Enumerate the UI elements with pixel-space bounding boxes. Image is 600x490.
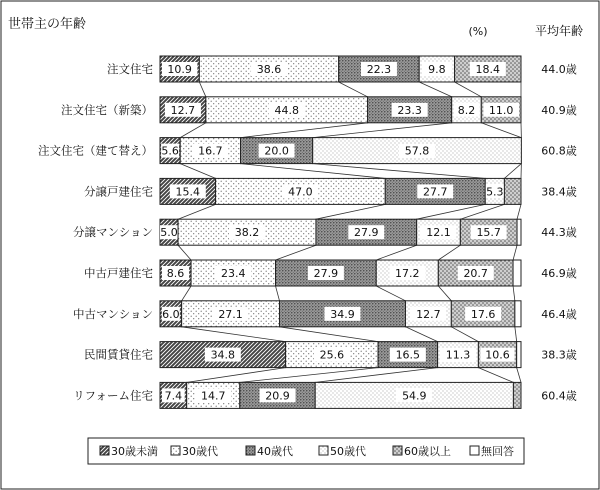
data-label: 38.2 bbox=[234, 226, 260, 240]
data-label: 34.8 bbox=[210, 348, 236, 362]
data-label: 44.8 bbox=[274, 103, 299, 117]
unit-label: (%) bbox=[468, 25, 488, 38]
data-label: 27.9 bbox=[313, 267, 339, 280]
data-label: 18.4 bbox=[475, 63, 501, 76]
average-age-value: 44.0歳 bbox=[541, 63, 577, 76]
bar-row bbox=[160, 138, 521, 164]
data-label: 10.6 bbox=[485, 348, 510, 362]
category-label: 分譲マンション bbox=[73, 225, 153, 240]
data-label: 27.7 bbox=[423, 185, 448, 199]
data-label: 12.7 bbox=[170, 103, 196, 117]
data-label: 17.2 bbox=[395, 267, 420, 280]
average-age-value: 44.3歳 bbox=[541, 226, 577, 240]
bar-row bbox=[160, 301, 521, 327]
data-label: 34.9 bbox=[330, 307, 355, 321]
average-age-value: 60.4歳 bbox=[541, 389, 577, 403]
legend-30s-label: 30歳代 bbox=[182, 445, 218, 458]
legend-40s-label: 40歳代 bbox=[257, 445, 293, 458]
data-label: 8.2 bbox=[457, 103, 476, 117]
average-age-value: 46.4歳 bbox=[541, 307, 577, 321]
legend-60plus-label: 60歳以上 bbox=[404, 445, 451, 458]
data-label: 5.3 bbox=[486, 185, 504, 199]
data-label: 25.6 bbox=[319, 348, 345, 362]
legend-40s-swatch bbox=[246, 446, 255, 455]
data-label: 14.7 bbox=[200, 389, 226, 403]
bar-row bbox=[160, 178, 521, 204]
seg-no-answer bbox=[515, 301, 521, 327]
category-label: 注文住宅 bbox=[107, 62, 153, 76]
data-label: 20.9 bbox=[265, 389, 290, 403]
data-label: 15.4 bbox=[175, 185, 201, 199]
data-label: 7.4 bbox=[164, 389, 183, 403]
average-age-column bbox=[541, 62, 577, 402]
legend-50s-swatch bbox=[319, 446, 328, 455]
data-label: 10.9 bbox=[167, 63, 192, 76]
average-age-value: 40.9歳 bbox=[541, 103, 577, 117]
average-age-value: 38.4歳 bbox=[541, 185, 577, 199]
seg-60plus bbox=[504, 178, 521, 204]
legend-50s-label: 50歳代 bbox=[330, 445, 366, 458]
data-label: 17.6 bbox=[470, 307, 496, 321]
category-label: 民間賃貸住宅 bbox=[84, 347, 153, 362]
data-label: 47.0 bbox=[288, 185, 313, 199]
bar-row bbox=[160, 56, 521, 82]
data-label: 20.0 bbox=[264, 144, 289, 158]
data-label: 23.4 bbox=[221, 267, 246, 280]
seg-60plus bbox=[513, 382, 521, 408]
category-label: 分譲戸建住宅 bbox=[84, 184, 153, 199]
legend-no-answer-label: 無回答 bbox=[481, 445, 514, 458]
data-label: 22.3 bbox=[366, 63, 392, 76]
chart-title: 世帯主の年齢 bbox=[8, 17, 87, 32]
legend-under30-label: 30歳未満 bbox=[111, 445, 158, 458]
bar-row bbox=[160, 219, 521, 245]
average-age-value: 38.3歳 bbox=[541, 348, 577, 362]
category-label: 中古マンション bbox=[73, 306, 153, 321]
data-label: 57.8 bbox=[404, 144, 430, 158]
category-label: リフォーム住宅 bbox=[73, 388, 153, 403]
data-label: 27.9 bbox=[354, 226, 379, 240]
category-label: 注文住宅（新築） bbox=[61, 102, 153, 117]
bar-row bbox=[160, 382, 521, 408]
bar-rows bbox=[160, 56, 521, 408]
legend-60plus-swatch bbox=[393, 446, 402, 455]
data-label: 15.7 bbox=[476, 226, 501, 240]
data-label: 38.6 bbox=[256, 63, 282, 76]
seg-no-answer bbox=[513, 260, 521, 286]
data-label: 11.3 bbox=[445, 348, 471, 362]
data-label: 54.9 bbox=[402, 389, 427, 403]
average-age-header: 平均年齢 bbox=[534, 24, 584, 38]
data-label: 16.7 bbox=[198, 144, 223, 158]
seg-no-answer bbox=[517, 219, 521, 245]
data-label: 5.6 bbox=[161, 144, 179, 158]
legend-no-answer-swatch bbox=[470, 446, 479, 455]
data-label: 23.3 bbox=[397, 103, 422, 117]
legend-30s-swatch bbox=[171, 446, 180, 455]
data-label: 8.6 bbox=[166, 267, 185, 280]
legend-under30-swatch bbox=[100, 446, 109, 455]
category-label: 注文住宅（建て替え） bbox=[38, 143, 153, 158]
bar-row bbox=[160, 342, 521, 368]
data-label: 27.1 bbox=[218, 307, 243, 321]
bar-row bbox=[160, 260, 521, 286]
data-label: 20.7 bbox=[463, 267, 488, 280]
data-label: 9.8 bbox=[428, 63, 446, 76]
data-label: 12.7 bbox=[416, 307, 441, 321]
data-label: 11.0 bbox=[488, 103, 514, 117]
bar-row bbox=[160, 97, 521, 123]
data-label: 16.5 bbox=[395, 348, 421, 362]
data-label: 5.0 bbox=[160, 226, 178, 240]
category-label: 中古戸建住宅 bbox=[84, 266, 153, 280]
seg-no-answer bbox=[517, 342, 521, 368]
data-label: 12.1 bbox=[426, 226, 451, 240]
average-age-value: 60.8歳 bbox=[541, 144, 577, 158]
average-age-value: 46.9歳 bbox=[541, 267, 577, 280]
data-label: 6.0 bbox=[162, 307, 180, 321]
